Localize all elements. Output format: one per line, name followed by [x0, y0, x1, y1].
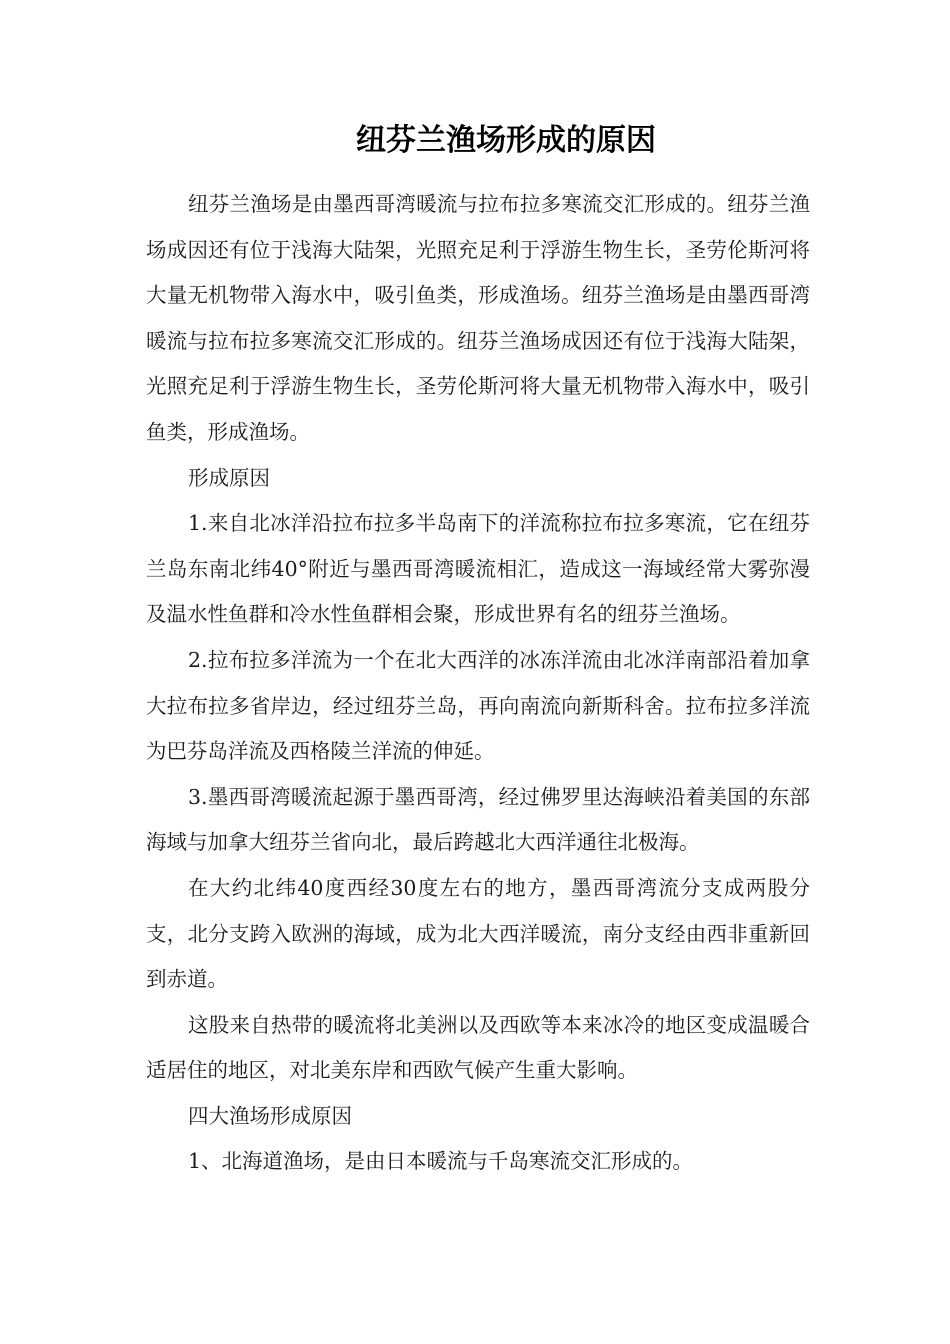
paragraph-hokkaido-fishery: 1、北海道渔场，是由日本暖流与千岛寒流交汇形成的。: [188, 1149, 694, 1174]
paragraph-gulf-stream-branches: 在大约北纬40度西经30度左右的地方，墨西哥湾流分支成两股分支，北分支跨入欧洲的海域，成为北大西洋暖流，南分支经由西非重新回到赤道。: [146, 875, 810, 992]
paragraph-climate-impact: 这股来自热带的暖流将北美洲以及西欧等本来冰冷的地区变成温暖合适居住的地区，对北美东岸和西欧气候产生重大影响。: [146, 1012, 810, 1083]
document-body: [146, 182, 810, 1185]
paragraph-labrador-path: 2.拉布拉多洋流为一个在北大西洋的冰冻洋流由北冰洋南部沿着加拿大拉布拉多省岸边，经过纽芬兰岛，再向南流向新斯科舍。拉布拉多洋流为巴芬岛洋流及西格陵兰洋流的伸延。: [146, 647, 810, 764]
document-title: 纽芬兰渔场形成的原因: [356, 123, 656, 158]
paragraph-gulf-stream: 3.墨西哥湾暖流起源于墨西哥湾，经过佛罗里达海峡沿着美国的东部海域与加拿大纽芬兰省向北，最后跨越北大西洋通往北极海。: [146, 784, 810, 855]
section-heading-four-fisheries: 四大渔场形成原因: [188, 1103, 352, 1128]
paragraph-intro: 纽芬兰渔场是由墨西哥湾暖流与拉布拉多寒流交汇形成的。纽芬兰渔场成因还有位于浅海大陆架，光照充足利于浮游生物生长，圣劳伦斯河将大量无机物带入海水中，吸引鱼类，形成渔场。纽芬兰渔场是由墨西哥湾暖流与拉布拉多寒流交汇形成的。纽芬兰渔场成因还有位于浅海大陆架，光照充足利于浮游生物生长，圣劳伦斯河将大量无机物带入海水中，吸引鱼类，形成渔场。: [146, 192, 810, 444]
section-heading-causes: 形成原因: [188, 465, 270, 490]
paragraph-labrador-current: 1.来自北冰洋沿拉布拉多半岛南下的洋流称拉布拉多寒流，它在纽芬兰岛东南北纬40°附近与墨西哥湾暖流相汇，造成这一海域经常大雾弥漫及温水性鱼群和冷水性鱼群相会聚，形成世界有名的纽芬兰渔场。: [146, 511, 810, 627]
